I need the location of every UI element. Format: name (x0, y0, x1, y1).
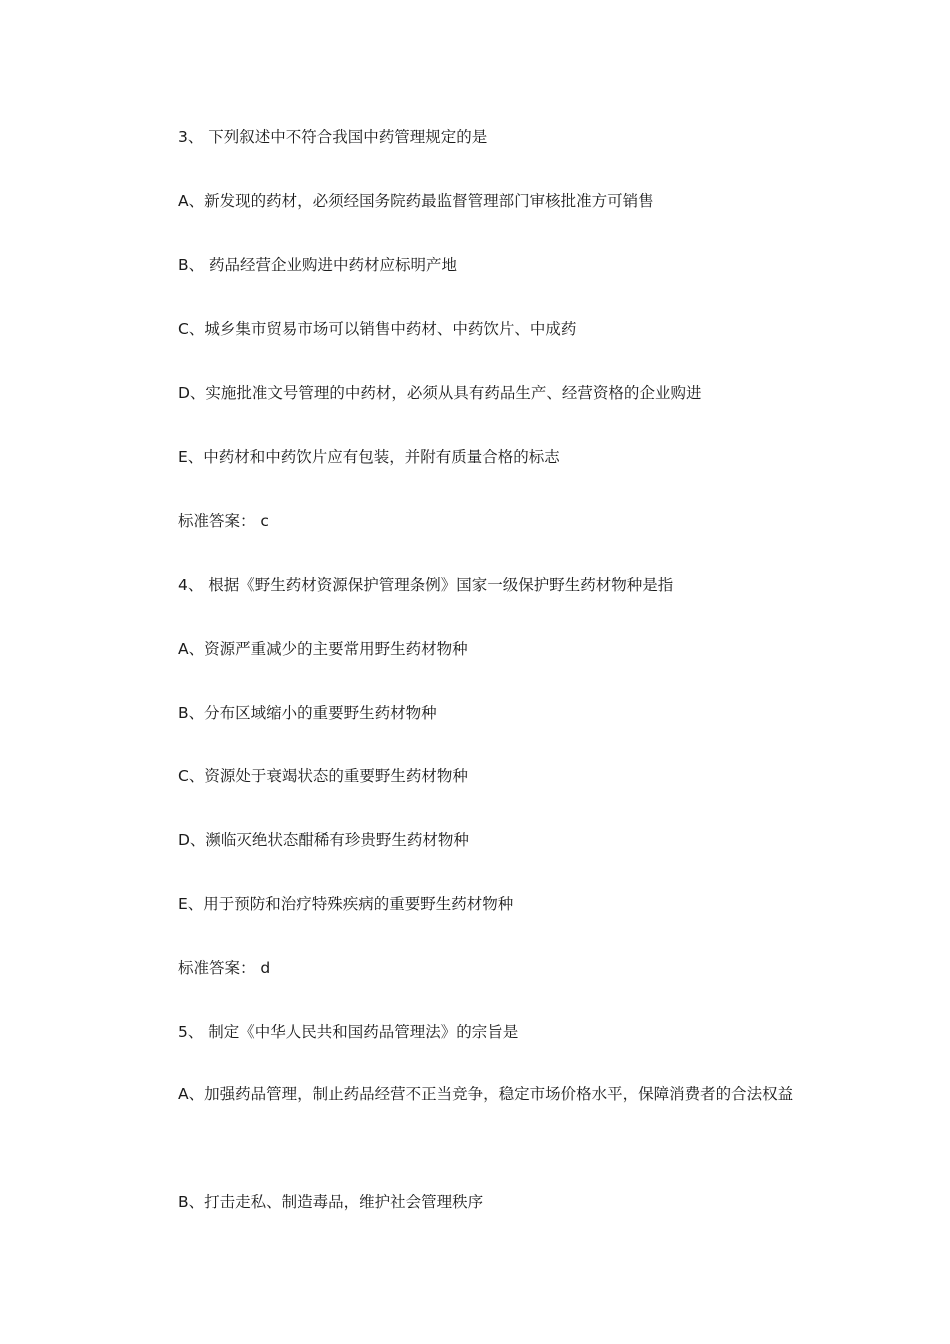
question-3-stem: 3、 下列叙述中不符合我国中药管理规定的是 (178, 128, 488, 146)
question-3-option-c: C、城乡集市贸易市场可以销售中药材、中药饮片、中成药 (178, 320, 577, 338)
question-4-option-b: B、分布区域缩小的重要野生药材物种 (178, 704, 437, 722)
question-4-option-d: D、濒临灭绝状态酣稀有珍贵野生药材物种 (178, 831, 469, 849)
question-3-answer: 标准答案： c (178, 512, 269, 530)
question-3-option-a: A、新发现的药材，必须经国务院药最监督管理部门审核批准方可销售 (178, 192, 654, 210)
question-5-option-a: A、加强药品管理，制止药品经营不正当竞争，稳定市场价格水平，保障消费者的合法权益 (178, 1085, 794, 1103)
question-3-option-b: B、 药品经营企业购进中药材应标明产地 (178, 256, 458, 274)
question-4-option-a: A、资源严重减少的主要常用野生药材物种 (178, 640, 468, 658)
question-4-option-c: C、资源处于衰竭状态的重要野生药材物种 (178, 767, 468, 785)
question-4-answer: 标准答案： d (178, 959, 271, 977)
question-5-option-b: B、打击走私、制造毒品，维护社会管理秩序 (178, 1193, 484, 1211)
question-4-option-e: E、用于预防和治疗特殊疾病的重要野生药材物种 (178, 895, 514, 913)
question-3-option-d: D、实施批准文号管理的中药材，必须从具有药品生产、经营资格的企业购进 (178, 384, 702, 402)
question-3-option-e: E、中药材和中药饮片应有包装，并附有质量合格的标志 (178, 448, 560, 466)
question-4-stem: 4、 根据《野生药材资源保护管理条例》国家一级保护野生药材物种是指 (178, 576, 674, 594)
question-5-stem: 5、 制定《中华人民共和国药品管理法》的宗旨是 (178, 1023, 519, 1041)
